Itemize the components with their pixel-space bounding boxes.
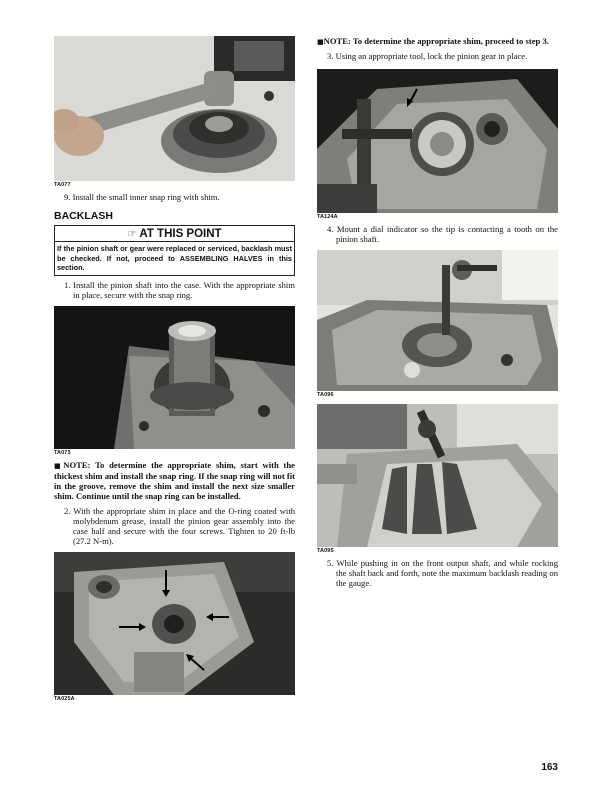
photo-caption: TA025A	[54, 695, 75, 702]
note-bullet-icon: ■	[317, 38, 324, 46]
photo-gear-case-arrows	[54, 552, 295, 695]
page-number: 163	[541, 762, 558, 773]
photo-caption: TA073	[54, 449, 71, 456]
photo-caption: TA096	[317, 392, 334, 399]
photo-hammer-gear	[54, 36, 295, 181]
at-this-point-box	[54, 225, 295, 276]
step-2: 2. With the appropriate shim in place and the O-ring coated with molybdenum grease, install the pinion gear assembly into the case half and secure with the four screws. Tighten to 20 ft-lb (27.2 N-m).	[64, 505, 295, 546]
at-this-point-title: ☞ AT THIS POINT	[55, 226, 294, 242]
photo-caption: TA095	[317, 548, 334, 555]
photo-caption: TA077	[54, 182, 71, 188]
note-shim-thickness: ■NOTE: To determine the appropriate shim, start with the thickest shim and install the snap ring. If the snap ring will not fit in the groove, remove the shim and install the next size smaller shim. Continue until the snap ring can be installed.	[54, 459, 295, 502]
photo-lock-pinion-gear	[317, 69, 558, 213]
photo-dial-indicator	[317, 250, 558, 391]
step-1: 1. Install the pinion shaft into the case. With the appropriate shim in place, secure with the snap ring.	[64, 279, 295, 300]
section-heading: BACKLASH	[54, 210, 113, 222]
step-3: 3. Using an appropriate tool, lock the pinion gear in place.	[327, 51, 528, 62]
right-column	[317, 36, 558, 592]
photo-pinion-shaft	[54, 306, 295, 449]
step-9: 9. Install the small inner snap ring with shim.	[64, 192, 220, 202]
step-4: 4. Mount a dial indicator so the tip is contacting a tooth on the pinion shaft.	[327, 224, 558, 245]
pointing-hand-icon: ☞	[127, 229, 137, 240]
step-5: 5. While pushing in on the front output shaft, and while rocking the shaft back and forth, note the maximum backlash reading on the gauge.	[327, 558, 558, 589]
left-column	[54, 36, 295, 702]
at-this-point-body: If the pinion shaft or gear were replaced or serviced, backlash must be checked. If not, proceed to ASSEMBLING HALVES in this section.	[57, 244, 292, 273]
note-bullet-icon: ■	[54, 461, 64, 470]
photo-dial-gear-closeup	[317, 404, 558, 547]
note-proceed-step-3: ■NOTE: To determine the appropriate shim, proceed to step 3.	[317, 36, 549, 46]
photo-caption: TA124A	[317, 214, 338, 221]
